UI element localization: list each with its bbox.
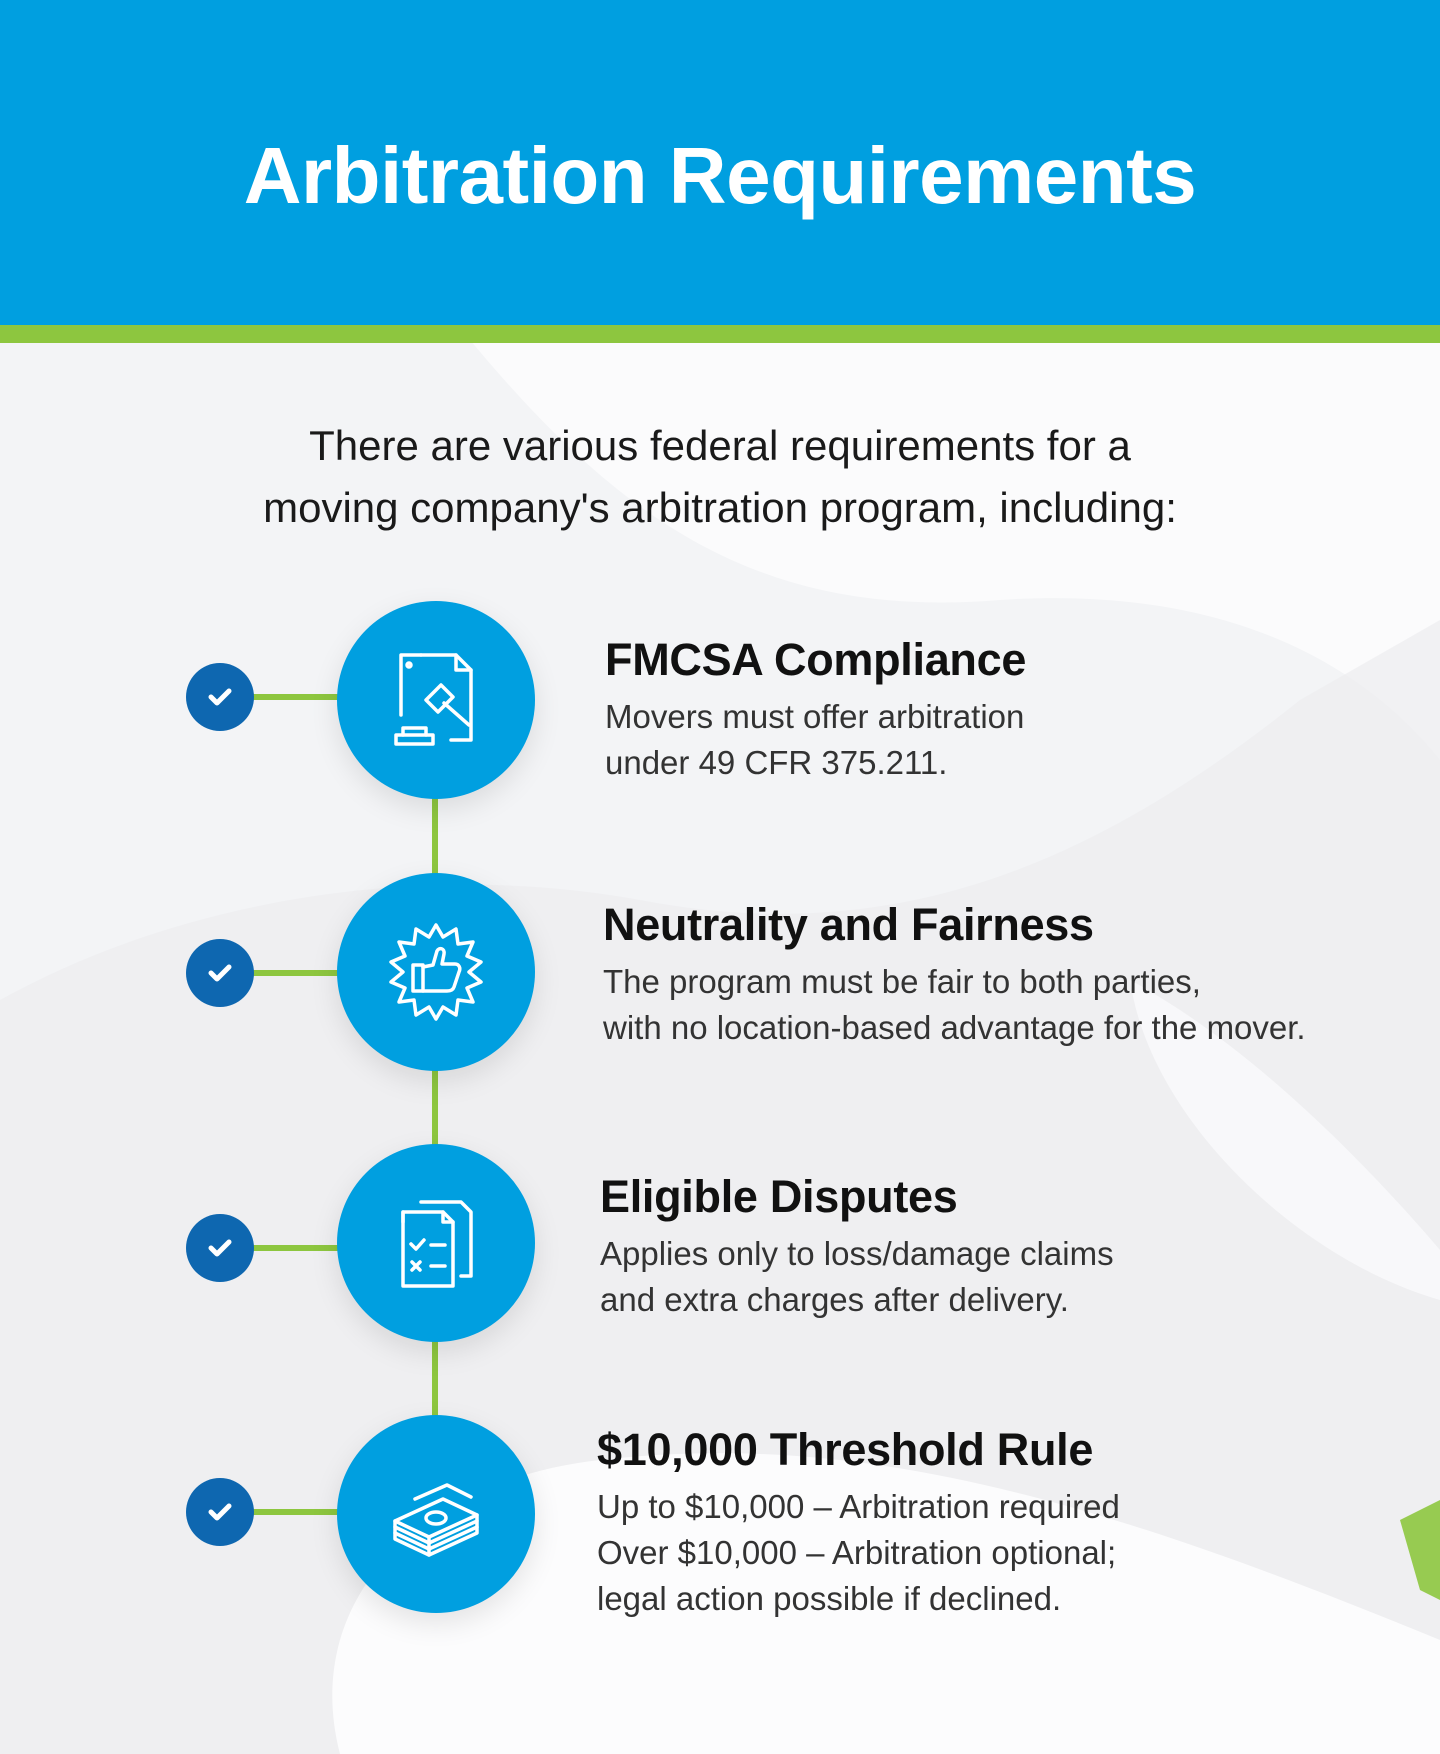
requirement-title: FMCSA Compliance (605, 634, 1027, 685)
check-icon (186, 939, 254, 1007)
item-connector (250, 694, 340, 700)
requirement-description-line: Up to $10,000 – Arbitration required (597, 1488, 1120, 1525)
intro-line-2: moving company's arbitration program, including: (263, 484, 1177, 531)
requirement-text (605, 632, 1365, 786)
checklist-document-icon (337, 1144, 535, 1342)
requirement-description-line: Movers must offer arbitration (605, 698, 1025, 735)
requirement-description-line: with no location-based advantage for the mover. (603, 1009, 1306, 1046)
gavel-document-icon (337, 601, 535, 799)
requirement-text (600, 1169, 1360, 1323)
check-icon (186, 663, 254, 731)
requirement-title: Eligible Disputes (600, 1171, 958, 1222)
check-icon (186, 1478, 254, 1546)
requirement-description-line: Applies only to loss/damage claims (600, 1235, 1114, 1272)
money-stack-icon (337, 1415, 535, 1613)
requirement-description-line: The program must be fair to both parties, (603, 963, 1201, 1000)
requirement-title: Neutrality and Fairness (603, 899, 1094, 950)
page-title: Arbitration Requirements (243, 131, 1197, 220)
timeline-connector (432, 1060, 438, 1150)
check-icon (186, 1214, 254, 1282)
requirement-description-line: under 49 CFR 375.211. (605, 744, 948, 781)
thumbs-up-badge-icon (337, 873, 535, 1071)
requirement-title: $10,000 Threshold Rule (597, 1424, 1094, 1475)
requirement-text (603, 897, 1363, 1051)
item-connector (250, 1245, 340, 1251)
item-connector (250, 970, 340, 976)
timeline-connector (432, 1330, 438, 1420)
timeline-connector (432, 790, 438, 880)
requirement-description-line: legal action possible if declined. (597, 1580, 1062, 1617)
item-connector (250, 1509, 340, 1515)
requirement-description-line: Over $10,000 – Arbitration optional; (597, 1534, 1117, 1571)
requirement-text (597, 1422, 1357, 1622)
intro-line-1: There are various federal requirements for a (309, 422, 1131, 469)
requirement-description-line: and extra charges after delivery. (600, 1281, 1069, 1318)
